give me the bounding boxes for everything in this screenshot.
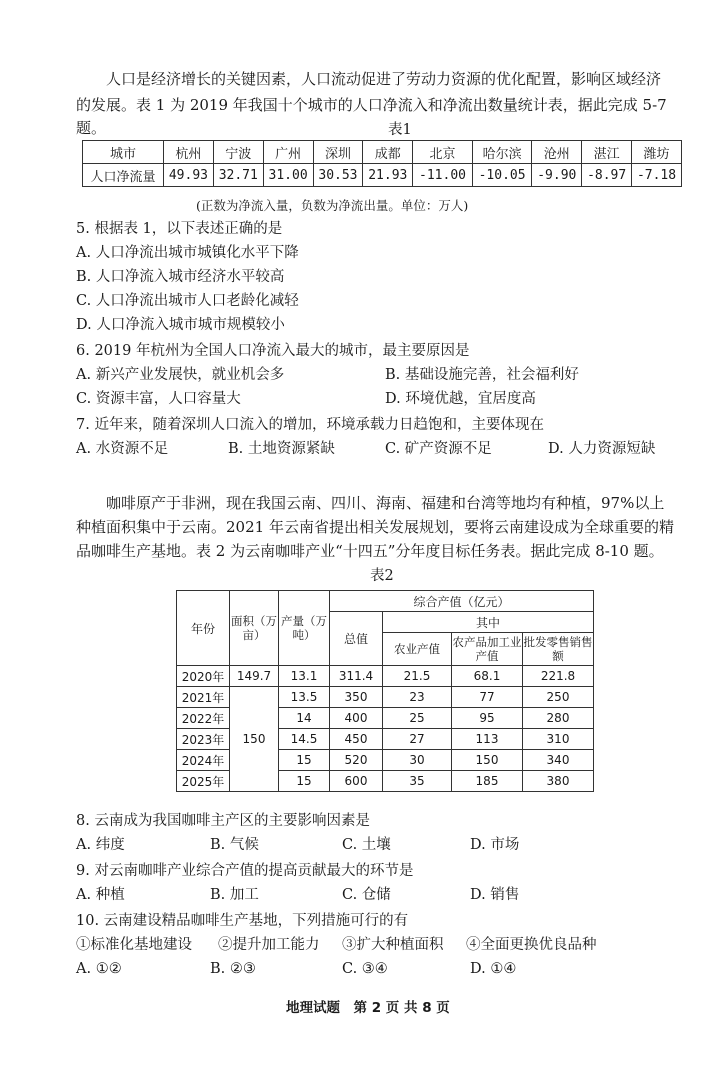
table1-row-label: 人口净流量 [83,164,164,187]
q10-statement-3: ③扩大种植面积 [342,937,444,953]
table1-value: 21.93 [363,164,413,187]
table1 [82,140,682,187]
table2-total: 520 [330,750,383,771]
page-footer: 地理试题 第 2 页 共 8 页 [286,1000,450,1016]
table2-retail: 280 [523,708,594,729]
table1-city: 哈尔滨 [472,141,532,164]
table2-retail: 380 [523,771,594,792]
table2-output: 15 [279,771,330,792]
table1-city: 广州 [263,141,313,164]
q6-option-b: B. 基础设施完善，社会福利好 [385,367,579,383]
table1-city: 北京 [413,141,473,164]
table2-output: 14 [279,708,330,729]
table1-city: 深圳 [313,141,363,164]
table2-proc: 68.1 [452,666,523,687]
table1-city: 成都 [363,141,413,164]
table1-value: -7.18 [632,164,682,187]
table2-row [177,666,594,687]
q7-option-c: C. 矿产资源不足 [385,441,492,457]
table2-output: 14.5 [279,729,330,750]
table1-value: 32.71 [213,164,263,187]
table1-value: -9.90 [532,164,582,187]
q7-stem: 7. 近年来，随着深圳人口流入的增加，环境承载力日趋饱和，主要体现在 [76,417,544,433]
table1-city: 潍坊 [632,141,682,164]
table1-header-row [83,141,682,164]
q5-option-c: C. 人口净流出城市人口老龄化减轻 [76,293,299,309]
q7-option-a: A. 水资源不足 [76,441,169,457]
q8-option-a: A. 纬度 [76,837,125,853]
table1-value: 31.00 [263,164,313,187]
table2-year: 2023年 [177,729,230,750]
table1-title: 表1 [388,122,412,138]
table2 [176,590,594,792]
table2-retail: 310 [523,729,594,750]
table2-proc: 113 [452,729,523,750]
table2-agri: 21.5 [383,666,452,687]
q8-stem: 8. 云南成为我国咖啡主产区的主要影响因素是 [76,813,370,829]
table1-value: -10.05 [472,164,532,187]
table2-output: 15 [279,750,330,771]
table2-agri: 27 [383,729,452,750]
q9-option-c: C. 仓储 [342,887,391,903]
table2-total: 450 [330,729,383,750]
table2-year: 2022年 [177,708,230,729]
table2-year: 2024年 [177,750,230,771]
q8-option-d: D. 市场 [470,837,520,853]
q5-option-d: D. 人口净流入城市城市规模较小 [76,317,285,333]
q9-option-b: B. 加工 [210,887,259,903]
q9-stem: 9. 对云南咖啡产业综合产值的提高贡献最大的环节是 [76,863,414,879]
table2-output: 13.5 [279,687,330,708]
q6-option-c: C. 资源丰富，人口容量大 [76,391,241,407]
q7-option-d: D. 人力资源短缺 [548,441,656,457]
q10-statement-4: ④全面更换优良品种 [466,937,597,953]
table1-value: 49.93 [164,164,214,187]
table1-value: -11.00 [413,164,473,187]
table2-agri: 35 [383,771,452,792]
q5-option-b: B. 人口净流入城市经济水平较高 [76,269,285,285]
table2-header-among: 其中 [383,612,594,633]
q6-option-a: A. 新兴产业发展快，就业机会多 [76,367,285,383]
table2-retail: 221.8 [523,666,594,687]
table2-proc: 77 [452,687,523,708]
table1-value-row [83,164,682,187]
q10-stem: 10. 云南建设精品咖啡生产基地，下列措施可行的有 [76,913,409,929]
table2-retail: 250 [523,687,594,708]
table2-agri: 25 [383,708,452,729]
q9-option-a: A. 种植 [76,887,125,903]
table1-city: 沧州 [532,141,582,164]
table2-agri: 30 [383,750,452,771]
table2-title: 表2 [370,568,394,584]
table1-value: 30.53 [313,164,363,187]
table1-header-label: 城市 [83,141,164,164]
table1-city: 宁波 [213,141,263,164]
table2-proc: 185 [452,771,523,792]
table2-proc: 95 [452,708,523,729]
table2-output: 13.1 [279,666,330,687]
table2-header-output: 产量（万吨） [279,591,330,666]
table2-area-merged: 150 [230,687,279,792]
table2-row [177,687,594,708]
intro2-line1: 咖啡原产于非洲，现在我国云南、四川、海南、福建和台湾等地均有种植，97%以上 [106,494,665,512]
intro2-line3: 品咖啡生产基地。表 2 为云南咖啡产业“十四五”分年度目标任务表。据此完成 8-10 题。 [76,542,664,560]
table2-area: 149.7 [230,666,279,687]
table2-year: 2025年 [177,771,230,792]
table2-header-retail: 批发零售销售额 [523,633,594,666]
q10-option-c: C. ③④ [342,961,388,977]
table2-retail: 340 [523,750,594,771]
q7-option-b: B. 土地资源紧缺 [228,441,335,457]
q5-option-a: A. 人口净流出城市城镇化水平下降 [76,245,299,261]
table2-year: 2020年 [177,666,230,687]
table1-city: 杭州 [164,141,214,164]
table2-proc: 150 [452,750,523,771]
q8-option-c: C. 土壤 [342,837,391,853]
table2-total: 600 [330,771,383,792]
table1-note: (正数为净流入量，负数为净流出量。单位：万人) [196,198,469,213]
table2-header-proc: 农产品加工业产值 [452,633,523,666]
q8-option-b: B. 气候 [210,837,259,853]
q10-option-b: B. ②③ [210,961,256,977]
q10-statement-1: ①标准化基地建设 [76,937,192,953]
q9-option-d: D. 销售 [470,887,520,903]
q10-option-a: A. ①② [76,961,122,977]
table2-header-total: 总值 [330,612,383,666]
table2-agri: 23 [383,687,452,708]
intro1-line3: 题。 [76,119,107,137]
table1-value: -8.97 [582,164,632,187]
q6-stem: 6. 2019 年杭州为全国人口净流入最大的城市，最主要原因是 [76,343,470,359]
table2-total: 311.4 [330,666,383,687]
q10-option-d: D. ①④ [470,961,517,977]
table1-city: 湛江 [582,141,632,164]
table2-header-agri: 农业产值 [383,633,452,666]
q10-statement-2: ②提升加工能力 [218,937,320,953]
table2-total: 400 [330,708,383,729]
q6-option-d: D. 环境优越，宜居度高 [385,391,536,407]
intro2-line2: 种植面积集中于云南。2021 年云南省提出相关发展规划，要将云南建设成为全球重要的精 [76,518,674,536]
intro1-line2: 的发展。表 1 为 2019 年我国十个城市的人口净流入和净流出数量统计表，据此完成 5-7 [76,96,667,114]
table2-header-year: 年份 [177,591,230,666]
q5-stem: 5. 根据表 1，以下表述正确的是 [76,221,283,237]
intro1-line1: 人口是经济增长的关键因素，人口流动促进了劳动力资源的优化配置，影响区域经济 [106,70,662,88]
table2-year: 2021年 [177,687,230,708]
table2-total: 350 [330,687,383,708]
table2-header-value: 综合产值（亿元） [330,591,594,612]
table2-header-area: 面积（万亩） [230,591,279,666]
